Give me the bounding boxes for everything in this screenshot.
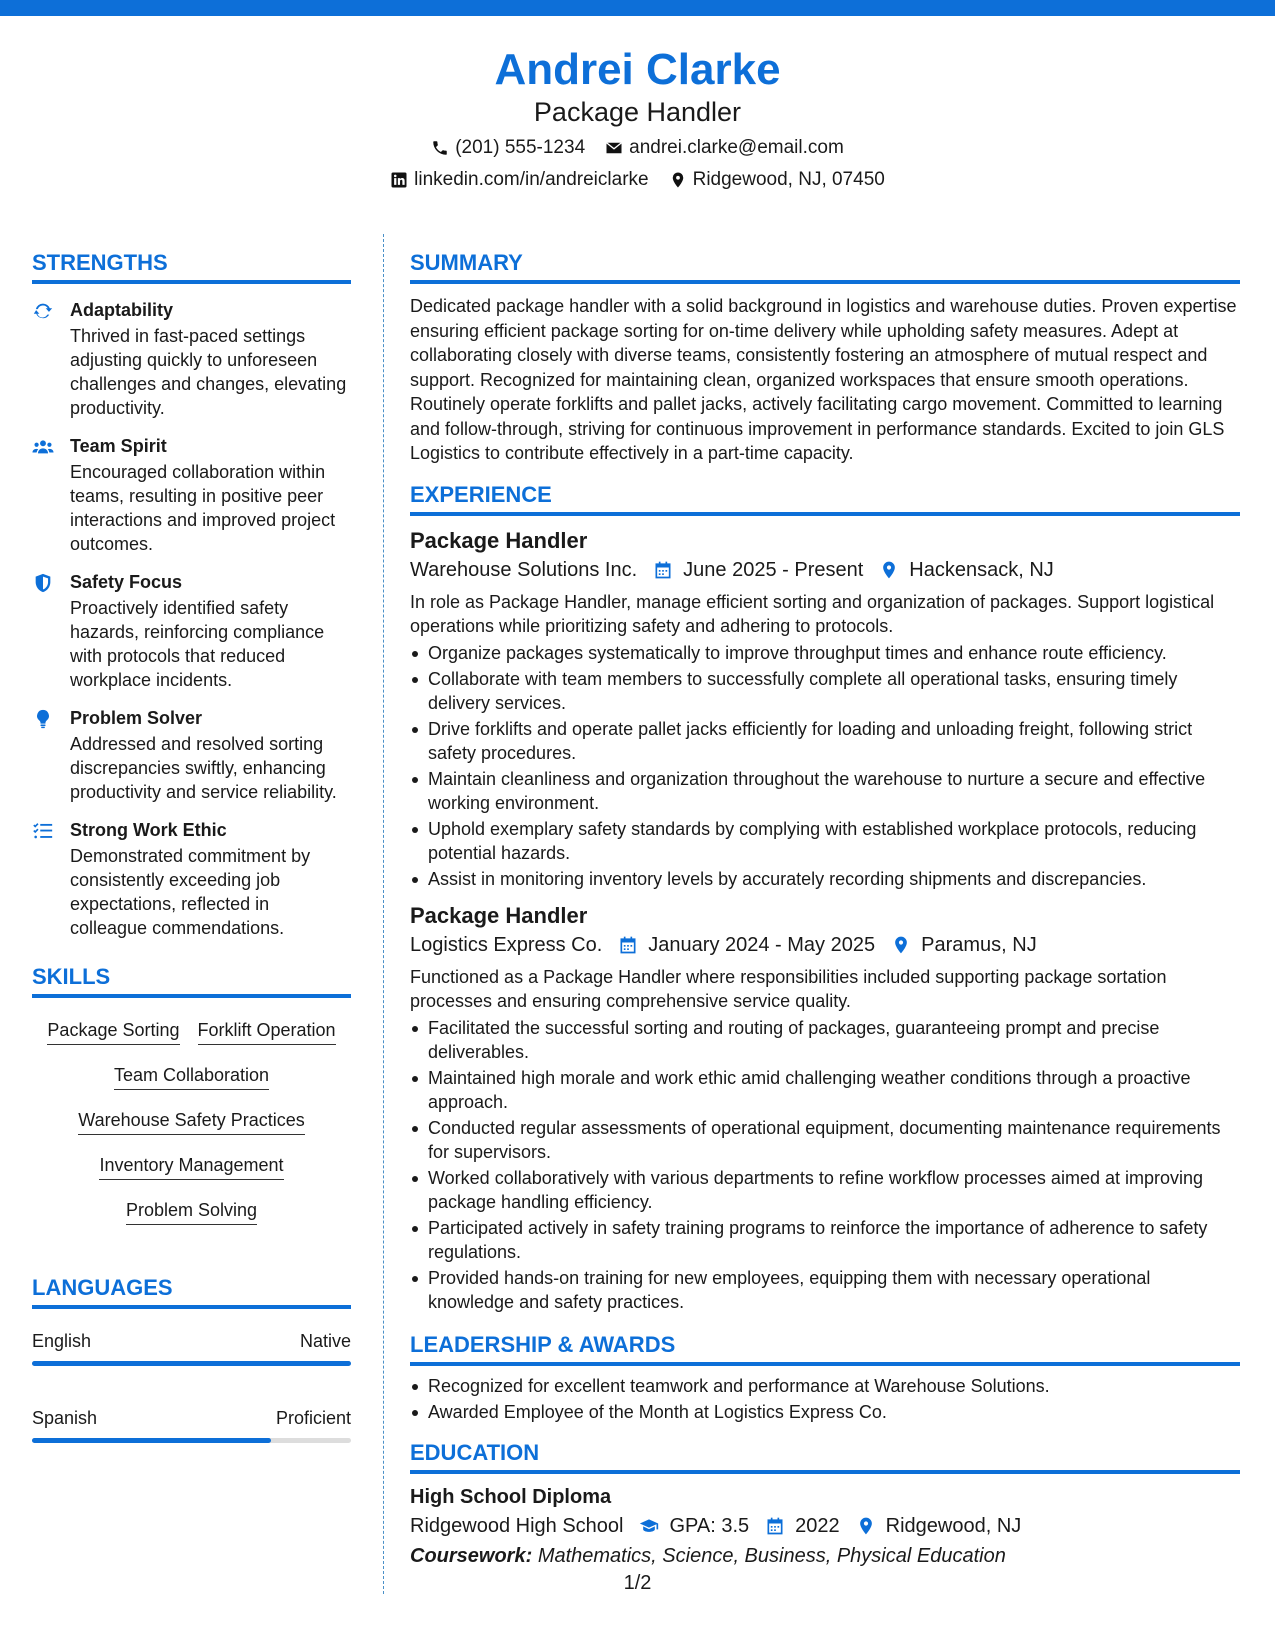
- coursework-label: Coursework:: [410, 1544, 533, 1567]
- skill-tag: Team Collaboration: [114, 1063, 269, 1090]
- experience-heading: EXPERIENCE: [410, 480, 1240, 516]
- skill-tag: Package Sorting: [47, 1018, 179, 1045]
- linkedin-text: linkedin.com/in/andreiclarke: [414, 169, 649, 190]
- strength-item: [32, 434, 351, 556]
- job-intro: Functioned as a Package Handler where responsibilities included supporting package sortation processes and ensuring comprehensive service quality.: [410, 966, 1167, 1011]
- list-check-icon: [32, 820, 54, 842]
- users-icon: [32, 436, 54, 458]
- job-title: Package Handler: [410, 527, 588, 553]
- contact-location: [669, 168, 885, 192]
- bullet-item: Awarded Employee of the Month at Logistics Express Co.: [410, 1400, 1240, 1424]
- job-company: Logistics Express Co.: [410, 933, 603, 956]
- education-location: Ridgewood, NJ: [885, 1514, 1022, 1537]
- education-year: 2022: [795, 1514, 840, 1537]
- summary-heading: SUMMARY: [410, 248, 1240, 284]
- map-pin-icon: [856, 1516, 876, 1536]
- strength-desc: Proactively identified safety hazards, reinforcing compliance with protocols that reduced workplace incidents.: [70, 598, 325, 690]
- education-coursework: [410, 1542, 1240, 1570]
- education-gpa: GPA: 3.5: [669, 1514, 750, 1537]
- skill-tag: Inventory Management: [99, 1153, 283, 1180]
- contact-email[interactable]: [605, 136, 844, 160]
- strength-desc: Encouraged collaboration within teams, resulting in positive peer interactions and improved project outcomes.: [70, 462, 336, 554]
- phone-text: (201) 555-1234: [455, 137, 586, 158]
- calendar-icon: [653, 560, 673, 580]
- right-column: [410, 248, 1240, 1570]
- contact-phone[interactable]: [431, 136, 585, 160]
- strength-title: Adaptability: [70, 300, 174, 320]
- bullet-item: Recognized for excellent teamwork and performance at Warehouse Solutions.: [410, 1374, 1240, 1398]
- calendar-icon: [765, 1516, 785, 1536]
- bullet-item: Facilitated the successful sorting and routing of packages, guaranteeing prompt and precise deliverables.: [410, 1016, 1240, 1064]
- contact-linkedin[interactable]: [390, 168, 648, 192]
- language-item: [32, 1406, 351, 1443]
- job-location: Paramus, NJ: [921, 933, 1037, 956]
- bullet-item: Uphold exemplary safety standards by complying with established workplace protocols, reducing potential hazards.: [410, 817, 1240, 865]
- skill-tag: Problem Solving: [126, 1198, 257, 1225]
- education-school: Ridgewood High School: [410, 1514, 624, 1537]
- strength-title: Team Spirit: [70, 436, 167, 456]
- job-company: Warehouse Solutions Inc.: [410, 558, 638, 581]
- envelope-icon: [605, 139, 623, 157]
- language-level: Native: [299, 1331, 351, 1351]
- bullet-item: Drive forklifts and operate pallet jacks efficiently for loading and unloading freight, following strict safety procedures.: [410, 717, 1240, 765]
- candidate-title: Package Handler: [533, 97, 742, 127]
- bullet-item: Participated actively in safety training programs to reinforce the importance of adherence to safety regulations.: [410, 1216, 1240, 1264]
- refresh-icon: [32, 300, 54, 322]
- language-bar: [32, 1361, 351, 1366]
- bullet-item: Assist in monitoring inventory levels by accurately recording shipments and discrepancies.: [410, 867, 1240, 891]
- bullet-item: Provided hands-on training for new employees, equipping them with necessary operational knowledge and safety practices.: [410, 1266, 1240, 1314]
- page-number: 1/2: [623, 1572, 652, 1594]
- job-entry: [410, 901, 1240, 1314]
- bullet-item: Organize packages systematically to improve throughput times and enhance route efficiency.: [410, 641, 1240, 665]
- strength-desc: Addressed and resolved sorting discrepancies swiftly, enhancing productivity and service reliability.: [70, 734, 337, 802]
- job-intro: In role as Package Handler, manage efficient sorting and organization of packages. Support logistical operations while prioritizing safety and adhering to protocols.: [410, 591, 1215, 636]
- strength-item: [32, 570, 351, 692]
- language-bar: [32, 1438, 351, 1443]
- linkedin-icon: [390, 171, 408, 189]
- language-level: Proficient: [275, 1408, 351, 1428]
- graduation-cap-icon: [639, 1516, 659, 1536]
- leadership-heading: LEADERSHIP & AWARDS: [410, 1330, 1240, 1366]
- strength-title: Problem Solver: [70, 708, 203, 728]
- language-name: Spanish: [32, 1408, 98, 1428]
- bullet-item: Collaborate with team members to successfully complete all operational tasks, ensuring timely delivery services.: [410, 667, 1240, 715]
- strength-title: Safety Focus: [70, 572, 183, 592]
- skills-list: [32, 1018, 351, 1225]
- job-location: Hackensack, NJ: [909, 558, 1054, 581]
- education-heading: EDUCATION: [410, 1438, 1240, 1474]
- education-meta: [410, 1512, 1240, 1540]
- bullet-item: Maintain cleanliness and organization throughout the warehouse to nurture a secure and effective working environment.: [410, 767, 1240, 815]
- strength-item: [32, 706, 351, 804]
- strength-item: [32, 818, 351, 940]
- education-degree: High School Diploma: [410, 1485, 612, 1508]
- strength-title: Strong Work Ethic: [70, 820, 227, 840]
- shield-icon: [32, 572, 54, 594]
- email-text: andrei.clarke@email.com: [629, 137, 844, 158]
- candidate-name: Andrei Clarke: [494, 45, 781, 94]
- job-meta: [410, 931, 1240, 959]
- languages-heading: LANGUAGES: [32, 1273, 351, 1309]
- map-pin-icon: [891, 935, 911, 955]
- phone-icon: [431, 139, 449, 157]
- calendar-icon: [618, 935, 638, 955]
- job-bullets: [410, 641, 1240, 891]
- column-divider: [383, 234, 384, 1594]
- bullet-item: Worked collaboratively with various departments to refine workflow processes aimed at improving package handling efficiency.: [410, 1166, 1240, 1214]
- strength-item: [32, 298, 351, 420]
- resume-header: [0, 44, 1275, 192]
- contact-line-1: [0, 136, 1275, 160]
- skill-tag: Forklift Operation: [198, 1018, 336, 1045]
- strength-desc: Thrived in fast-paced settings adjusting quickly to unforeseen challenges and changes, elevating productivity.: [70, 326, 347, 418]
- job-dates: January 2024 - May 2025: [648, 933, 876, 956]
- strength-desc: Demonstrated commitment by consistently exceeding job expectations, reflected in colleague commendations.: [70, 846, 311, 938]
- coursework-text: Mathematics, Science, Business, Physical Education: [537, 1544, 1006, 1567]
- top-accent-bar: [0, 0, 1275, 16]
- language-bar-fill: [32, 1361, 351, 1366]
- language-name: English: [32, 1331, 92, 1351]
- leadership-bullets: [410, 1374, 1240, 1424]
- language-item: [32, 1329, 351, 1366]
- skill-tag: Warehouse Safety Practices: [78, 1108, 304, 1135]
- job-entry: [410, 526, 1240, 891]
- map-pin-icon: [879, 560, 899, 580]
- contact-line-2: [0, 168, 1275, 192]
- job-meta: [410, 556, 1240, 584]
- bullet-item: Maintained high morale and work ethic amid challenging weather conditions through a proactive approach.: [410, 1066, 1240, 1114]
- job-bullets: [410, 1016, 1240, 1314]
- summary-text: Dedicated package handler with a solid background in logistics and warehouse duties. Proven expertise ensuring efficient package sorting for on-time delivery while upholding safety measures. Adept at collaborating closely with diverse teams, consistently fostering an atmosphere of mutual respect and support. Recognized for maintaining clean, organized workspaces that ensure smooth operations. Routinely operate forklifts and pallet jacks, actively facilitating cargo movement. Committed to learning and follow-through, striving for continuous improvement in performance standards. Excited to join GLS Logistics to contribute effectively in a part-time capacity.: [410, 296, 1237, 463]
- strengths-heading: STRENGTHS: [32, 248, 351, 284]
- location-text: Ridgewood, NJ, 07450: [692, 169, 885, 190]
- left-column: [32, 248, 351, 1443]
- bullet-item: Conducted regular assessments of operational equipment, documenting maintenance requirements for supervisors.: [410, 1116, 1240, 1164]
- language-bar-fill: [32, 1438, 271, 1443]
- job-dates: June 2025 - Present: [683, 558, 864, 581]
- lightbulb-icon: [32, 708, 54, 730]
- map-pin-icon: [669, 171, 687, 189]
- skills-heading: SKILLS: [32, 962, 351, 998]
- job-title: Package Handler: [410, 902, 588, 928]
